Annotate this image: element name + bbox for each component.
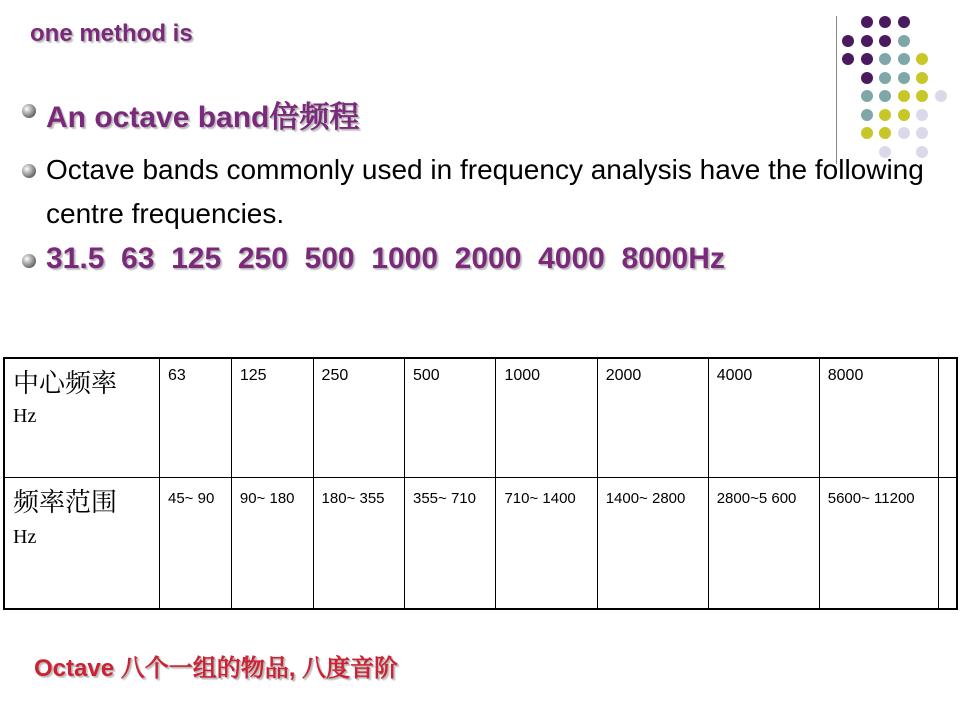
description-text: Octave bands commonly used in frequency analysis have the following centre frequencies. xyxy=(46,154,924,229)
decor-dot xyxy=(898,16,910,28)
table-cell xyxy=(939,478,957,610)
table-cell: 90~ 180 xyxy=(231,478,313,610)
table-cell: 500 xyxy=(405,358,496,478)
table-cell: 8000 xyxy=(819,358,939,478)
unit-label: Hz xyxy=(13,405,37,427)
decor-dot xyxy=(916,72,928,84)
table-cell: 1400~ 2800 xyxy=(597,478,708,610)
decor-dot xyxy=(861,16,873,28)
decor-dot xyxy=(861,72,873,84)
table-cell: 45~ 90 xyxy=(160,478,232,610)
frequency-range-label: 频率范围 xyxy=(13,488,118,518)
table-cell: 250 xyxy=(313,358,404,478)
table-row-frequency-range xyxy=(4,478,957,610)
frequency-list-text: 31.5 63 125 250 500 1000 2000 4000 8000Hz xyxy=(46,242,725,275)
slide-heading: one method is xyxy=(30,20,193,47)
table-cell: 4000 xyxy=(708,358,819,478)
decor-dot xyxy=(879,72,891,84)
bullet-list xyxy=(20,92,940,276)
table-cell: 355~ 710 xyxy=(405,478,496,610)
decor-dot xyxy=(916,53,928,65)
centre-frequency-label: 中心频率 xyxy=(13,369,118,399)
decor-dot xyxy=(842,53,854,65)
table-cell: 710~ 1400 xyxy=(496,478,597,610)
bullet-frequencies xyxy=(20,242,940,276)
table-cell: 125 xyxy=(231,358,313,478)
bullet-icon xyxy=(22,254,36,268)
decor-dot xyxy=(861,53,873,65)
decor-dot xyxy=(842,35,854,47)
table-cell: 63 xyxy=(160,358,232,478)
octave-band-table xyxy=(3,357,958,610)
bullet-icon xyxy=(22,104,36,118)
table-row-header xyxy=(4,478,160,610)
octave-band-text: An octave band倍频程 xyxy=(46,101,360,134)
table-row-header xyxy=(4,358,160,478)
footer-note: Octave 八个一组的物品, 八度音阶 xyxy=(34,655,399,682)
table-cell: 2000 xyxy=(597,358,708,478)
decor-dot xyxy=(898,72,910,84)
table-row-centre-frequency xyxy=(4,358,957,478)
table-cell: 5600~ 11200 xyxy=(819,478,939,610)
decor-dot xyxy=(898,53,910,65)
bullet-icon xyxy=(22,164,36,178)
table-cell: 180~ 355 xyxy=(313,478,404,610)
table-cell xyxy=(939,358,957,478)
bullet-octave-band xyxy=(20,92,940,148)
decor-dot xyxy=(879,35,891,47)
table-cell: 1000 xyxy=(496,358,597,478)
decor-dot xyxy=(898,35,910,47)
decor-dot xyxy=(861,35,873,47)
table-cell: 2800~5 600 xyxy=(708,478,819,610)
bullet-description xyxy=(20,148,940,236)
unit-label: Hz xyxy=(13,526,37,548)
decor-dot xyxy=(879,16,891,28)
decor-dot xyxy=(879,53,891,65)
